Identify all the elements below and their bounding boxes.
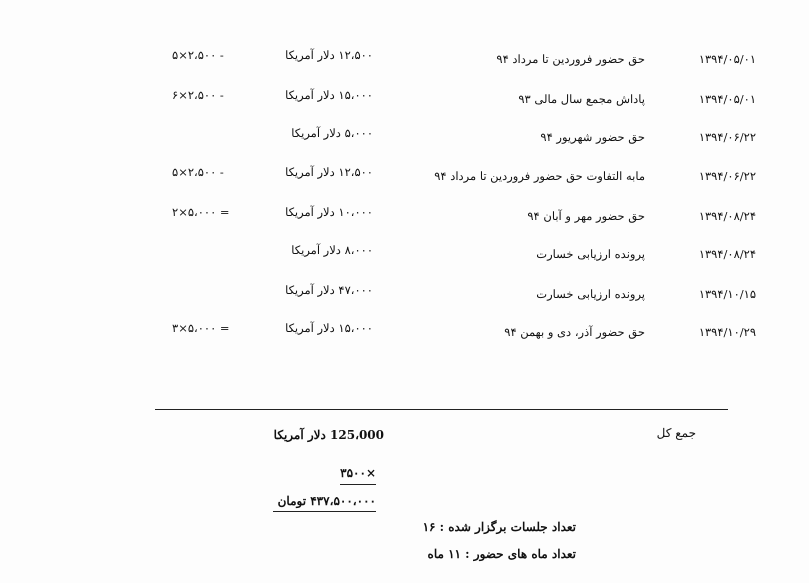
payment-description: مابه التفاوت حق حضور فروردین تا مرداد ۹۴ xyxy=(434,169,645,183)
sessions-count: تعداد جلسات برگزار شده : ۱۶ xyxy=(422,520,576,534)
payment-amount: ۱۲،۵۰۰ دلار آمریکا xyxy=(285,165,373,179)
payment-calculation: - ۲،۵۰۰×۶ xyxy=(172,88,224,102)
payment-amount: ۴۷،۰۰۰ دلار آمریکا xyxy=(285,283,373,297)
payment-amount: ۱۰،۰۰۰ دلار آمریکا xyxy=(285,205,373,219)
payment-amount: ۸،۰۰۰ دلار آمریکا xyxy=(291,243,373,257)
payment-description: پاداش مجمع سال مالی ۹۳ xyxy=(518,92,645,106)
total-toman-underline xyxy=(273,511,376,512)
payment-amount: ۵،۰۰۰ دلار آمریکا xyxy=(291,126,373,140)
payment-date: ۱۳۹۴/۰۵/۰۱ xyxy=(698,92,756,106)
payment-date: ۱۳۹۴/۱۰/۲۹ xyxy=(698,325,756,339)
total-divider-line xyxy=(155,409,728,410)
payment-amount: ۱۲،۵۰۰ دلار آمریکا xyxy=(285,48,373,62)
payment-description: حق حضور فروردین تا مرداد ۹۴ xyxy=(496,52,645,66)
payment-calculation: = ۵،۰۰۰×۳ xyxy=(172,321,230,335)
payment-date: ۱۳۹۴/۰۵/۰۱ xyxy=(698,52,756,66)
payment-description: حق حضور مهر و آبان ۹۴ xyxy=(527,209,645,223)
payment-row xyxy=(0,203,809,227)
exchange-rate-underline xyxy=(340,484,376,485)
payment-calculation: = ۵،۰۰۰×۲ xyxy=(172,205,230,219)
payment-calculation: - ۲،۵۰۰×۵ xyxy=(172,48,224,62)
total-toman: ۴۳۷،۵۰۰،۰۰۰ تومان xyxy=(277,494,376,508)
payment-row xyxy=(0,281,809,305)
payment-date: ۱۳۹۴/۰۸/۲۴ xyxy=(698,209,756,223)
payment-row xyxy=(0,86,809,110)
payment-description: حق حضور آذر، دی و بهمن ۹۴ xyxy=(504,325,645,339)
payment-description: پرونده ارزیابی خسارت xyxy=(536,247,645,261)
payment-description: حق حضور شهریور ۹۴ xyxy=(540,130,645,144)
payment-calculation: - ۲،۵۰۰×۵ xyxy=(172,165,224,179)
payment-date: ۱۳۹۴/۰۸/۲۴ xyxy=(698,247,756,261)
payment-row xyxy=(0,319,809,343)
total-amount: 125،000 دلار آمریکا xyxy=(273,428,384,442)
payment-date: ۱۳۹۴/۰۶/۲۲ xyxy=(698,130,756,144)
months-count: تعداد ماه های حضور : ۱۱ ماه xyxy=(427,547,576,561)
payment-description: پرونده ارزیابی خسارت xyxy=(536,287,645,301)
payment-amount: ۱۵،۰۰۰ دلار آمریکا xyxy=(285,88,373,102)
payment-date: ۱۳۹۴/۱۰/۱۵ xyxy=(698,287,756,301)
total-label: جمع کل xyxy=(656,426,696,440)
payment-row xyxy=(0,124,809,148)
payment-row xyxy=(0,241,809,265)
exchange-rate: ×۳۵۰۰ xyxy=(340,466,376,480)
payment-row xyxy=(0,46,809,70)
payment-row xyxy=(0,163,809,187)
payment-amount: ۱۵،۰۰۰ دلار آمریکا xyxy=(285,321,373,335)
payment-date: ۱۳۹۴/۰۶/۲۲ xyxy=(698,169,756,183)
